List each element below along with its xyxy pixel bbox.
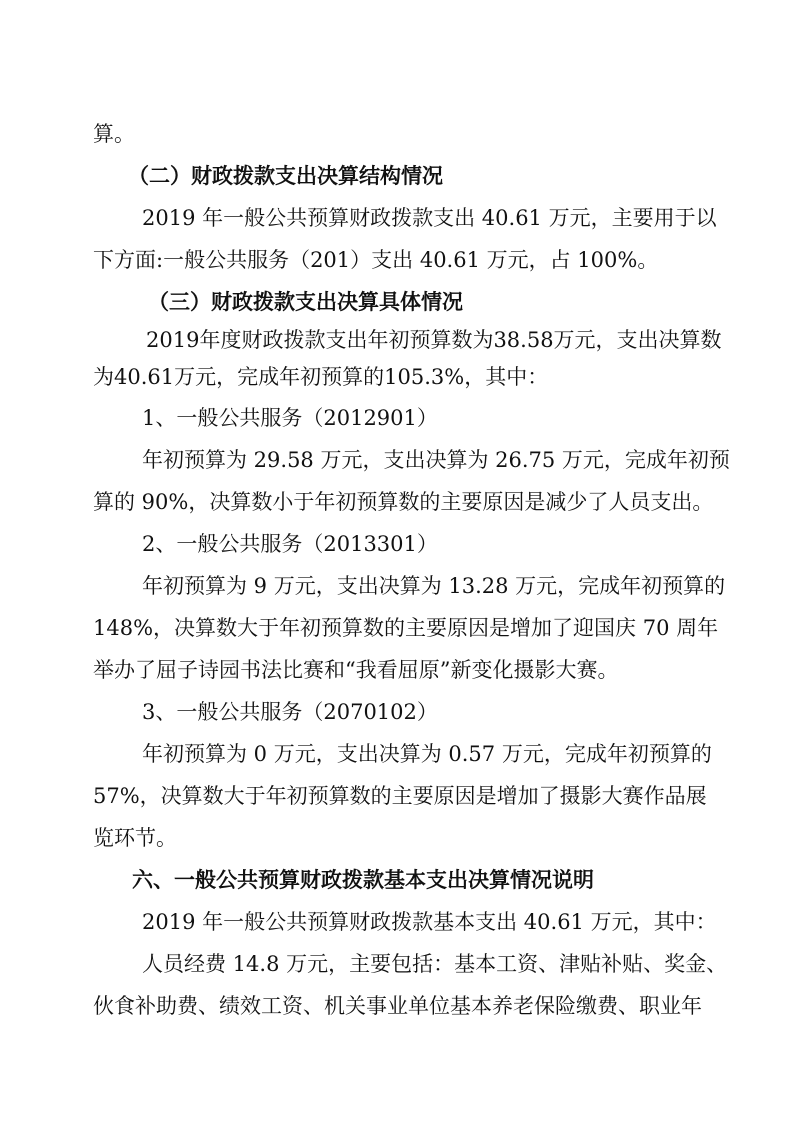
section-heading: （二）财政拨款支出决算结构情况 <box>128 164 443 188</box>
text-line: 算。 <box>93 122 135 146</box>
text-line: 2019 年一般公共预算财政拨款基本支出 40.61 万元，其中： <box>142 910 717 934</box>
text-line: 3、一般公共服务（2070102） <box>142 700 438 724</box>
section-heading: （三）财政拨款支出决算具体情况 <box>148 290 463 314</box>
text-line: 2019 年一般公共预算财政拨款支出 40.61 万元，主要用于以 <box>142 206 717 230</box>
text-line: 人员经费 14.8 万元，主要包括：基本工资、津贴补贴、奖金、 <box>142 952 728 976</box>
text-line: 148%，决算数大于年初预算数的主要原因是增加了迎国庆 70 周年 <box>93 616 719 640</box>
text-line: 年初预算为 29.58 万元，支出决算为 26.75 万元，完成年初预 <box>142 448 730 472</box>
text-line: 1、一般公共服务（2012901） <box>142 406 438 430</box>
text-line: 2、一般公共服务（2013301） <box>142 532 438 556</box>
text-line: 57%，决算数大于年初预算数的主要原因是增加了摄影大赛作品展 <box>93 784 707 808</box>
text-line: 年初预算为 9 万元，支出决算为 13.28 万元，完成年初预算的 <box>142 574 726 598</box>
text-line: 下方面:一般公共服务（201）支出 40.61 万元，占 100%。 <box>93 248 659 272</box>
text-line: 览环节。 <box>93 826 177 850</box>
text-line: 举办了屈子诗园书法比赛和“我看屈原”新变化摄影大赛。 <box>93 658 619 682</box>
text-line: 2019年度财政拨款支出年初预算数为38.58万元，支出决算数 <box>146 328 722 352</box>
text-line: 伙食补助费、绩效工资、机关事业单位基本养老保险缴费、职业年 <box>93 994 702 1018</box>
text-line: 算的 90%，决算数小于年初预算数的主要原因是减少了人员支出。 <box>93 490 714 514</box>
text-line: 年初预算为 0 万元，支出决算为 0.57 万元，完成年初预算的 <box>142 742 712 766</box>
section-heading: 六、一般公共预算财政拨款基本支出决算情况说明 <box>132 868 594 892</box>
text-line: 为40.61万元，完成年初预算的105.3%，其中： <box>93 365 549 389</box>
